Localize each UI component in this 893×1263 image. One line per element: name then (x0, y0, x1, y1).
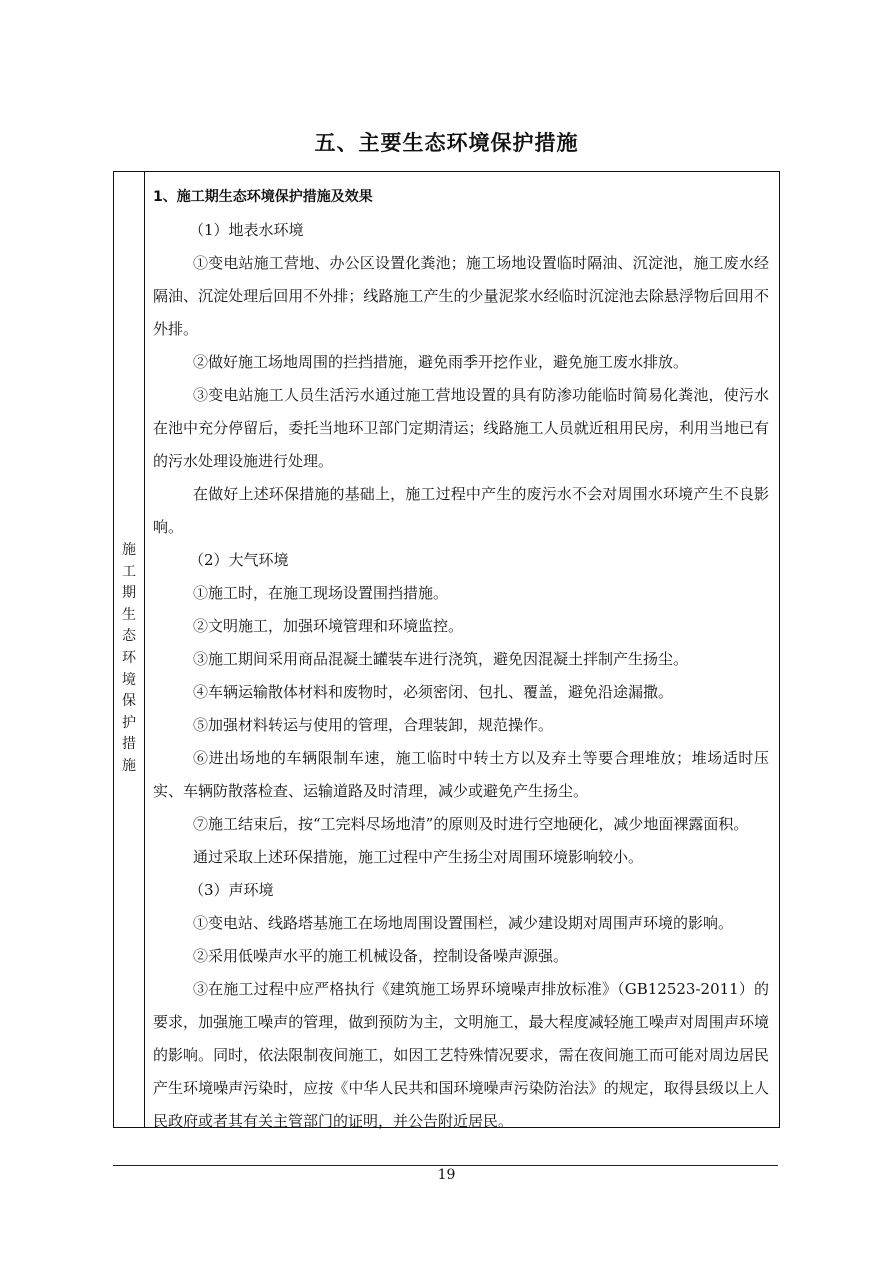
section-heading: 1、施工期生态环境保护措施及效果 (153, 189, 373, 205)
footer-divider (113, 1165, 778, 1166)
measures-content (145, 181, 769, 1138)
page-title: 五、主要生态环境保护措施 (314, 131, 579, 155)
paragraph: ①变电站、线路塔基施工在场地周围设置围栏，减少建设期对周围声环境的影响。 (193, 914, 734, 932)
paragraph: ④车辆运输散体材料和废物时，必须密闭、包扎、覆盖，避免沿途漏撒。 (193, 683, 674, 701)
paragraph: ②文明施工，加强环境管理和环境监控。 (193, 617, 464, 635)
paragraph: ②做好施工场地周围的拦挡措施，避免雨季开挖作业，避免施工废水排放。 (193, 353, 689, 371)
paragraph: ⑥进出场地的车辆限制车速，施工临时中转土方以及弃土等要合理堆放；堆场适时压实、车辆防散落检查、运输道路及时清理，减少或避免产生扬尘。 (153, 749, 769, 800)
paragraph: ②采用低噪声水平的施工机械设备，控制设备噪声源强。 (193, 947, 569, 965)
paragraph: ⑦施工结束后，按“工完料尽场地清”的原则及时进行空地硬化，减少地面裸露面积。 (193, 815, 749, 833)
paragraph: ③在施工过程中应严格执行《建筑施工场界环境噪声排放标准》（GB12523-2011）的要求，加强施工噪声的管理，做到预防为主，文明施工，最大程度减轻施工噪声对周围声环境的影响。同时，依法限制夜间施工，如因工艺特殊情况要求，需在夜间施工而可能对周边居民产生环境噪声污染时，应按《中华人民共和国环境噪声污染防治法》的规定，取得县级以上人民政府或者其有关主管部门的证明，并公告附近居民。 (153, 980, 769, 1130)
paragraph: 在做好上述环保措施的基础上，施工过程中产生的废污水不会对周围水环境产生不良影响。 (153, 485, 769, 536)
subsection-heading: （2）大气环境 (189, 551, 289, 569)
subsection-heading: （1）地表水环境 (189, 221, 304, 239)
paragraph: ①施工时，在施工现场设置围挡措施。 (193, 584, 449, 602)
paragraph: ①变电站施工营地、办公区设置化粪池；施工场地设置临时隔油、沉淀池，施工废水经隔油、沉淀处理后回用不外排；线路施工产生的少量泥浆水经临时沉淀池去除悬浮物后回用不外排。 (153, 254, 769, 338)
paragraph: ③变电站施工人员生活污水通过施工营地设置的具有防渗功能临时简易化粪池，使污水在池中充分停留后，委托当地环卫部门定期清运；线路施工人员就近租用民房，利用当地已有的污水处理设施进行处理。 (153, 386, 769, 470)
paragraph: ③施工期间采用商品混凝土罐装车进行浇筑，避免因混凝土拌制产生扬尘。 (193, 650, 689, 668)
subsection-heading: （3）声环境 (189, 881, 274, 899)
side-column (114, 172, 145, 1127)
side-label: 施工期生态环境保护措施 (122, 542, 136, 774)
paragraph: 通过采取上述环保措施，施工过程中产生扬尘对周围环境影响较小。 (193, 848, 644, 866)
paragraph: ⑤加强材料转运与使用的管理，合理装卸，规范操作。 (193, 716, 554, 734)
page-number: 19 (437, 1167, 456, 1183)
measures-table (113, 171, 780, 1128)
